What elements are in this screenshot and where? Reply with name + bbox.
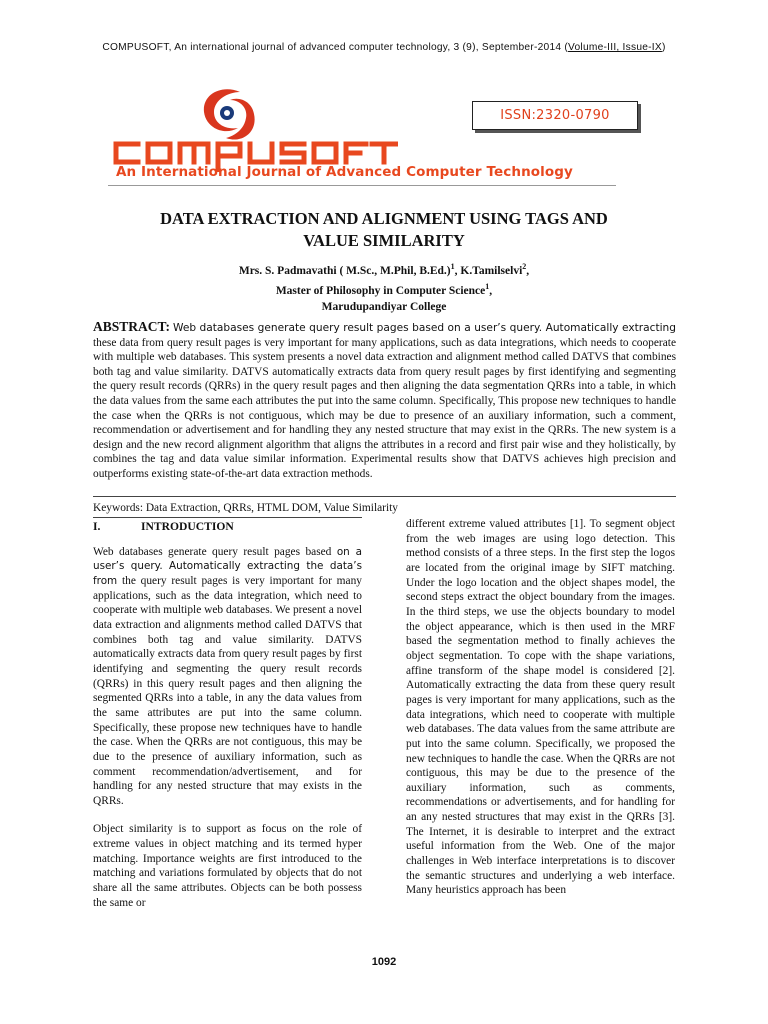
author-1-affil: 1 (450, 262, 455, 271)
right-column (406, 517, 675, 912)
logo-tagline: An International Journal of Advanced Computer Technology (116, 164, 573, 180)
section-number: I. (93, 520, 101, 533)
title-line-1: DATA EXTRACTION AND ALIGNMENT USING TAGS AND (160, 209, 608, 228)
abstract-divider (93, 496, 676, 497)
running-header-text: COMPUSOFT, An international journal of advanced computer technology, 3 (9), September-2014 ( (102, 42, 569, 53)
issn-box (472, 101, 638, 130)
author-2: , K.Tamilselvi (454, 264, 523, 277)
intro-p1-lead: Web databases generate query result pages based (93, 545, 332, 558)
intro-paragraph-2: Object similarity is to support as focus on the role of extreme values in object matching and its termed hyper matching. Importance weights are first introduced to the matching and variations formulated by objects that do not share all the same attributes. Objects can be both possess the same or (93, 823, 362, 909)
paper-title (100, 208, 668, 252)
intro-paragraph-1 (93, 545, 362, 809)
title-line-2: VALUE SIMILARITY (303, 231, 465, 250)
author-2-affil: 2 (522, 262, 527, 271)
author-affiliation (100, 279, 668, 299)
volume-issue: Volume-III, Issue-IX (568, 42, 662, 53)
author-sep: , (526, 264, 530, 277)
affiliation-degree: Master of Philosophy in Computer Science (275, 285, 486, 298)
abstract-label: ABSTRACT: (93, 319, 171, 334)
right-column-paragraph: different extreme valued attributes [1]. To segment object from the web images are using logo detection. This method consists of a three steps. In the first step the logos are located from the original image by SIFT matching. Under the logo location and the object shapes model, the second steps extract the object boundary from the images. In the third steps, we use the objects boundary to model the object appearance, which is then used in the MRF based the segmentation method to finally achieves the object segmentation. To cope with the shape variations, affine transform of the shape model is considered [2]. Automatically extracting the data from these query result pages is very important for many applications, such as the data integrations, which need to cooperate with multiple web databases. The data values from the same attribute are put into the same column. Specifically, we proposed the new techniques to handle the case. When the QRRs are not contiguous, this may be due to the presence of the auxiliary information, such as comments, recommendations or advertisements, and for handling for an any nested structures that may exist in the QRRs [3]. The Internet, it is desirable to interpret and the extract useful information from the Web. One of the major challenges in Web interface interpretations is to discover the semantic structures and underlying a web interface. Many heuristics approach has been (406, 518, 675, 897)
section-heading (93, 520, 362, 535)
column-divider (93, 517, 362, 518)
author-1: Mrs. S. Padmavathi ( M.Sc., M.Phil, B.Ed.) (238, 264, 451, 277)
issn-text: ISSN:2320-0790 (500, 108, 610, 123)
affiliation-marker: 1 (485, 282, 490, 292)
logo-divider (108, 185, 616, 186)
author-block (100, 259, 668, 315)
author-names (100, 259, 668, 279)
section-title: INTRODUCTION (141, 520, 234, 533)
intro-p1-body: the query result pages is very important for many applications, such as the data integration, which need to cooperate with multiple web databases. We present a novel data extraction and alignments method called DATVS that combines both tag and value similarity. DATVS automatically extracts data from query result pages by first identifying and segmenting the query result records (QRRs) in this query result pages and then aligning the segmented QRRs into a table, in any the data values from the same attributes are put into the same column. Specifically, these propose new techniques have to handle the case. When the QRRs are not contiguous, this may be due to the presence of auxiliary information, such as comment recommendation/advertisement, and for handling for any nested structure that may exists in the QRRs. (93, 574, 362, 807)
intro-p1-sans: on a user’s query. Automatically extracting the data’s from (93, 545, 362, 587)
left-column (93, 520, 362, 924)
running-header-close: ) (661, 42, 666, 53)
abstract-lead: Web databases generate query result pages based on a user’s query. Automatically extracting (172, 322, 676, 334)
affiliation-sep: , (489, 285, 493, 298)
author-college: Marudupandiyar College (321, 300, 447, 313)
page-number: 1092 (371, 956, 397, 968)
running-header (0, 42, 768, 53)
abstract-body: these data from query result pages is very important for many applications, such as data integrations, which needs to cooperate with multiple web databases. This system presents a novel data extraction and alignment method called DATVS that combines both tag and value similarity. DATVS automatically extracts data from query result pages by first identifying and segmenting the query result records (QRRs) in the query result pages and then aligning the data segmentation QRRs into a table, in which the data values from the same each attributes the put into the same column. Specifically, This propose new techniques to handle the case when the QRRs is not contiguous, which may be due to presence of an auxiliary information, such a comment, recommendation or advertisement and for handling they any nested structure that may exist in the QRRs. The new system is a design and the new record alignment algorithm that aligns the attributes in a record and first pair wise and they holistically, by combines the tag and data value similar information. Experimental results show that DATVS achieves high precision and outperforms existing state-of-the-art data extraction methods. (93, 336, 676, 480)
abstract (93, 320, 676, 482)
keywords: Keywords: Data Extraction, QRRs, HTML DOM, Value Similarity (93, 502, 398, 514)
